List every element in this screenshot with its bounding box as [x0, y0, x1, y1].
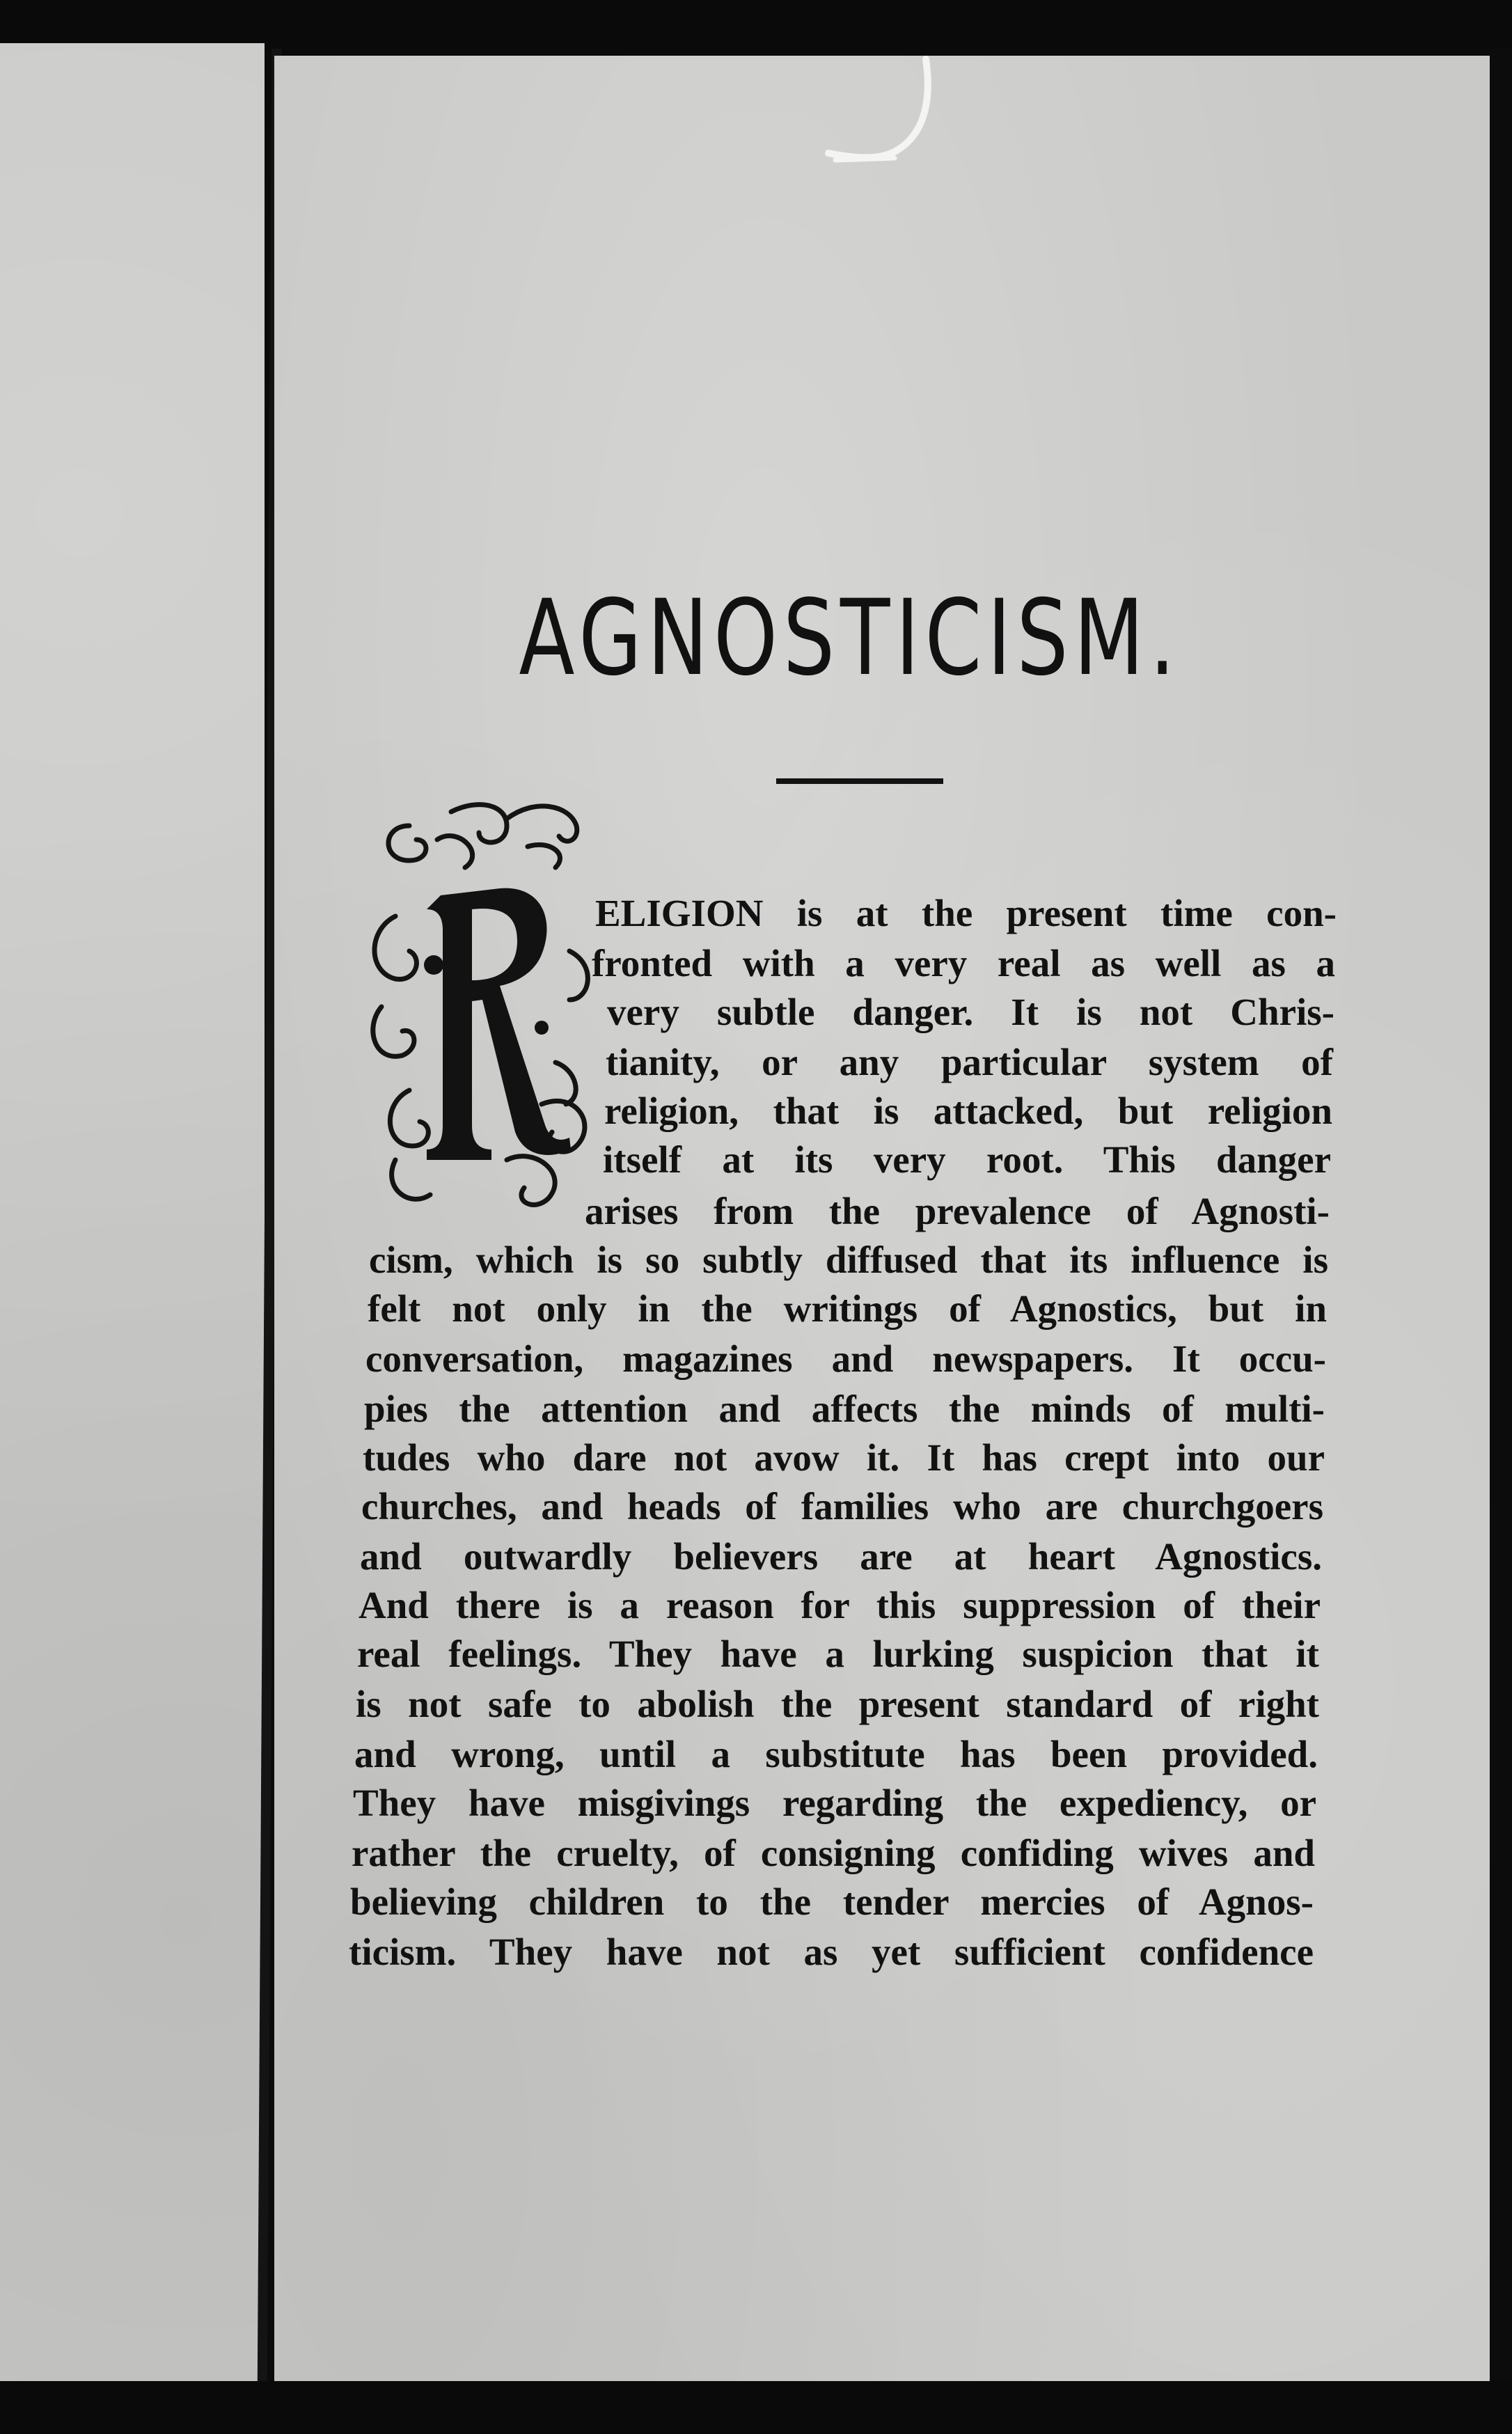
- text-line: tianity, or any particular system of: [606, 1041, 1333, 1083]
- text-line: ticism. They have not as yet sufficient confidence: [349, 1931, 1314, 1973]
- ornamental-drop-cap: [368, 798, 597, 1216]
- facing-page-edge: [0, 43, 265, 2389]
- title-divider: [776, 778, 943, 784]
- scan-bottom-border: [0, 2381, 1512, 2434]
- text-line: They have misgivings regarding the expediency, or: [353, 1782, 1316, 1824]
- text-line: rather the cruelty, of consigning confiding wives and: [352, 1832, 1315, 1874]
- page-title: AGNOSTICISM.: [519, 578, 1181, 699]
- text-line: fronted with a very real as well as a: [592, 942, 1335, 984]
- text-line: felt not only in the writings of Agnostics, but in: [368, 1287, 1327, 1330]
- text-line: itself at its very root. This danger: [603, 1138, 1331, 1181]
- text-line: conversation, magazines and newspapers. It occu-: [365, 1337, 1326, 1380]
- text-line: religion, that is attacked, but religion: [604, 1090, 1332, 1132]
- text-line: churches, and heads of families who are churchgoers: [361, 1485, 1323, 1528]
- text-line: is not safe to abolish the present standard of right: [356, 1683, 1319, 1725]
- text-line: tudes who dare not avow it. It has crept into our: [363, 1436, 1325, 1479]
- text-line: ELIGION is at the present time con-: [595, 892, 1337, 934]
- text-line: And there is a reason for this suppression of their: [359, 1584, 1321, 1626]
- text-line: pies the attention and affects the minds of multi-: [364, 1388, 1325, 1430]
- text-line: and wrong, until a substitute has been provided.: [354, 1733, 1318, 1775]
- text-line: arises from the prevalence of Agnosti-: [585, 1190, 1330, 1232]
- scan-right-border: [1490, 49, 1512, 2434]
- pencil-mark-icon: [821, 56, 947, 174]
- text-line: believing children to the tender mercies of Agnos-: [350, 1881, 1314, 1923]
- text-line: and outwardly believers are at heart Agnostics.: [360, 1535, 1322, 1578]
- text-line: cism, which is so subtly diffused that its influence is: [369, 1239, 1328, 1281]
- text-line: very subtle danger. It is not Chris-: [607, 991, 1334, 1033]
- text-line: real feelings. They have a lurking suspicion that it: [357, 1633, 1319, 1675]
